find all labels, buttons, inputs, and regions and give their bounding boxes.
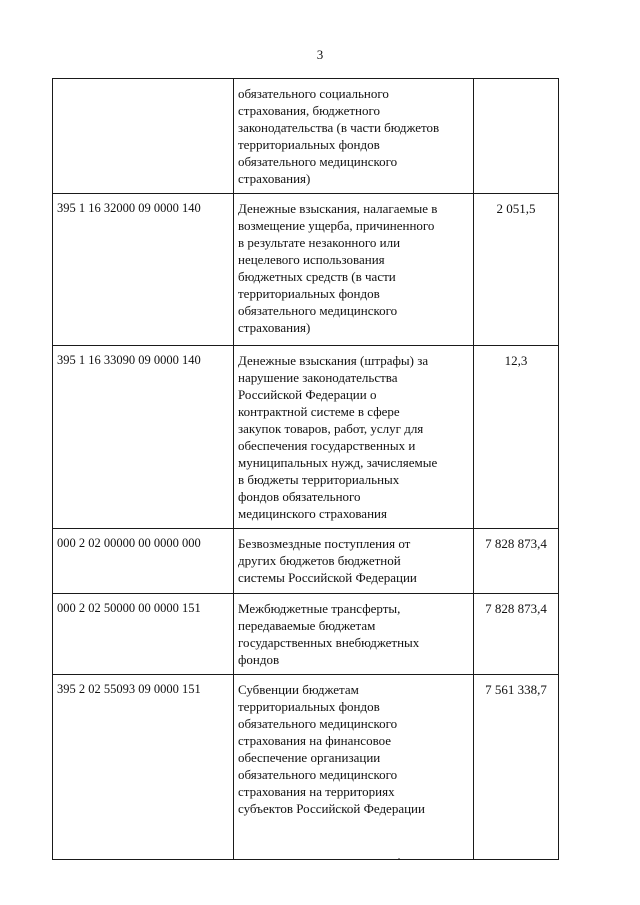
budget-revenue-table [52, 78, 559, 860]
table-row [53, 79, 559, 194]
table-row [53, 194, 559, 346]
amount-cell: 12,3 [474, 346, 559, 529]
amount-cell: 7 828 873,4 [474, 594, 559, 675]
budget-classification-code: 395 1 16 33090 09 0000 140 [53, 346, 234, 529]
page-number: 3 [316, 47, 324, 62]
amount-cell [474, 79, 559, 194]
revenue-description: Денежные взыскания, налагаемые в возмещение ущерба, причиненного в результате незаконного или нецелевого использования бюджетных средств (в части территориальных фондов обязательного медицинского страхования) [234, 194, 474, 346]
budget-classification-code: 000 2 02 00000 00 0000 000 [53, 529, 234, 594]
amount-cell: 7 828 873,4 [474, 529, 559, 594]
amount-cell: 2 051,5 [474, 194, 559, 346]
table-row [53, 594, 559, 675]
budget-classification-code: 395 2 02 55093 09 0000 151 [53, 675, 234, 860]
budget-classification-code: 000 2 02 50000 00 0000 151 [53, 594, 234, 675]
table-row [53, 529, 559, 594]
amount-cell: 7 561 338,7 [474, 675, 559, 860]
budget-classification-code [53, 79, 234, 194]
scan-speck [398, 858, 400, 859]
table-row [53, 675, 559, 860]
revenue-description: Денежные взыскания (штрафы) за нарушение законодательства Российской Федерации о контрактной системе в сфере закупок товаров, работ, услуг для обеспечения государственных и муниципальных нужд, зачисляемые в бюджеты территориальных фондов обязательного медицинского страхования [234, 346, 474, 529]
revenue-description: Безвозмездные поступления от других бюджетов бюджетной системы Российской Федерации [234, 529, 474, 594]
table-row [53, 346, 559, 529]
budget-classification-code: 395 1 16 32000 09 0000 140 [53, 194, 234, 346]
revenue-description: Субвенции бюджетам территориальных фондов обязательного медицинского страхования на финансовое обеспечение организации обязательного медицинского страхования на территориях субъектов Российской Федерации [234, 675, 474, 860]
revenue-description: Межбюджетные трансферты, передаваемые бюджетам государственных внебюджетных фондов [234, 594, 474, 675]
revenue-description: обязательного социального страхования, бюджетного законодательства (в части бюджетов территориальных фондов обязательного медицинского страхования) [234, 79, 474, 194]
